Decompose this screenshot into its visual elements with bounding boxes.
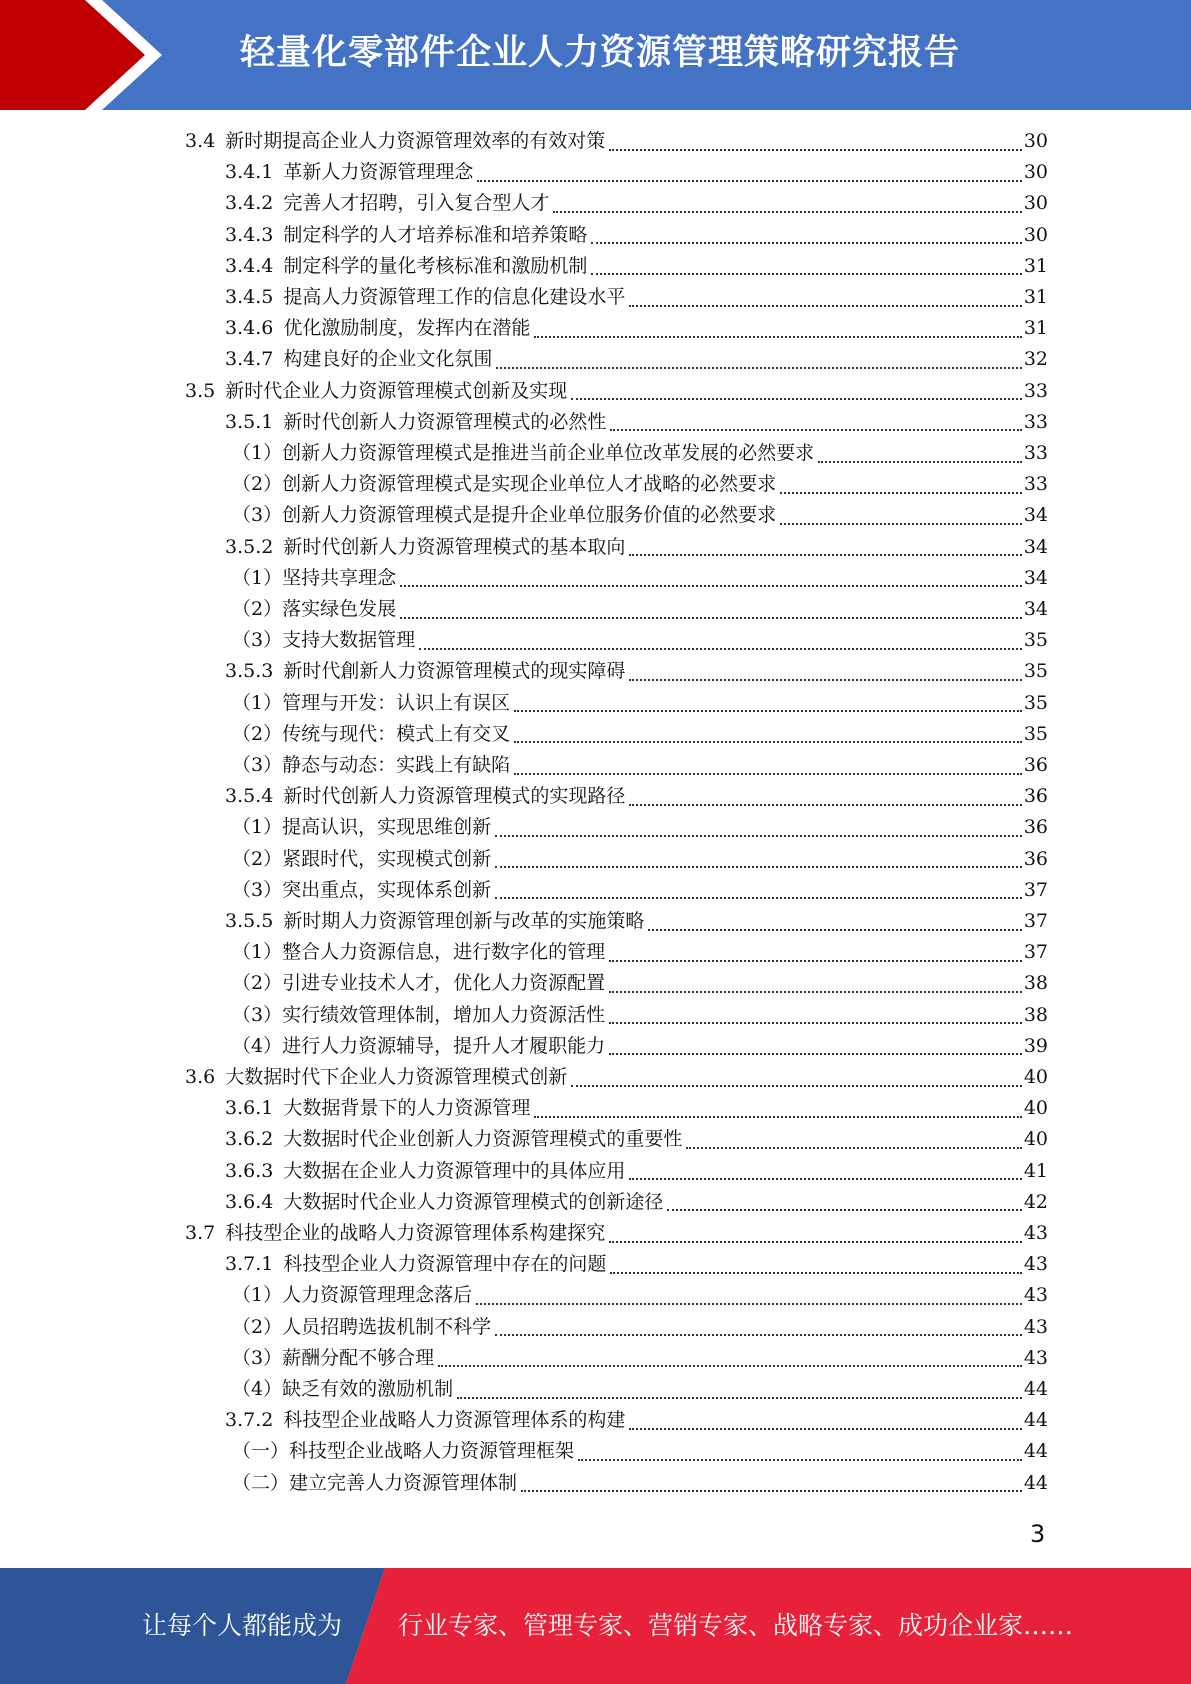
toc-entry-title: （1）提高认识，实现思维创新 bbox=[232, 816, 492, 839]
toc-entry[interactable] bbox=[225, 781, 1048, 812]
toc-entry-title: 大数据在企业人力资源管理中的具体应用 bbox=[283, 1159, 626, 1182]
toc-entry-page: 33 bbox=[1023, 473, 1048, 496]
toc-entry-title: （3）创新人力资源管理模式是提升企业单位服务价值的必然要求 bbox=[232, 504, 777, 527]
toc-entry-page: 44 bbox=[1023, 1378, 1048, 1400]
toc-entry[interactable] bbox=[232, 1468, 1048, 1499]
toc-entry-page: 40 bbox=[1023, 1128, 1048, 1151]
toc-entry-page: 37 bbox=[1023, 910, 1048, 932]
toc-entry-page: 43 bbox=[1023, 1346, 1048, 1369]
toc-entry-page: 35 bbox=[1023, 691, 1048, 714]
toc-entry[interactable] bbox=[225, 220, 1048, 251]
toc-entry-title: 新时代企业人力资源管理模式创新及实现 bbox=[225, 379, 568, 402]
toc-entry[interactable] bbox=[232, 875, 1048, 906]
toc-dot-leader bbox=[629, 804, 1021, 806]
toc-entry-number: 3.4.6 bbox=[225, 317, 274, 340]
toc-entry[interactable] bbox=[225, 313, 1048, 344]
toc-entry-page: 33 bbox=[1023, 410, 1048, 433]
toc-entry-page: 44 bbox=[1023, 1440, 1048, 1463]
toc-entry-number: 3.6.2 bbox=[225, 1128, 274, 1151]
toc-entry[interactable] bbox=[232, 968, 1048, 999]
toc-dot-leader bbox=[667, 1209, 1021, 1211]
toc-dot-leader bbox=[514, 773, 1022, 775]
toc-entry-page: 30 bbox=[1023, 130, 1048, 152]
toc-entry-title: 提高人力资源管理工作的信息化建设水平 bbox=[283, 286, 626, 308]
toc-entry[interactable] bbox=[225, 282, 1048, 313]
toc-dot-leader bbox=[578, 1459, 1022, 1461]
toc-entry-title: 完善人才招聘，引入复合型人才 bbox=[283, 192, 550, 215]
toc-dot-leader bbox=[609, 1022, 1022, 1024]
toc-dot-leader bbox=[609, 960, 1022, 962]
toc-entry-page: 43 bbox=[1023, 1253, 1048, 1276]
toc-dot-leader bbox=[609, 1241, 1022, 1243]
toc-entry-number: 3.5.1 bbox=[225, 410, 274, 433]
toc-entry-page: 43 bbox=[1023, 1315, 1048, 1338]
toc-entry-number: 3.5.3 bbox=[225, 660, 274, 683]
toc-entry-title: 新时代創新人力资源管理模式的现实障碍 bbox=[283, 660, 626, 683]
toc-dot-leader bbox=[571, 1085, 1022, 1087]
toc-entry-page: 30 bbox=[1023, 161, 1048, 184]
toc-entry-page: 36 bbox=[1023, 754, 1048, 776]
toc-entry[interactable] bbox=[225, 1093, 1048, 1124]
toc-entry-title: 大数据时代企业创新人力资源管理模式的重要性 bbox=[283, 1128, 683, 1151]
toc-entry-page: 38 bbox=[1023, 972, 1048, 995]
toc-entry-page: 38 bbox=[1023, 1003, 1048, 1026]
toc-dot-leader bbox=[495, 835, 1022, 837]
toc-entry-title: （1）整合人力资源信息，进行数字化的管理 bbox=[232, 941, 606, 964]
toc-entry[interactable] bbox=[225, 157, 1048, 188]
toc-entry[interactable] bbox=[232, 1343, 1048, 1374]
toc-entry-title: （一）科技型企业战略人力资源管理框架 bbox=[232, 1440, 575, 1463]
toc-entry[interactable] bbox=[225, 407, 1048, 438]
toc-dot-leader bbox=[514, 710, 1022, 712]
toc-dot-leader bbox=[553, 211, 1021, 213]
toc-dot-leader bbox=[495, 1334, 1022, 1336]
toc-entry[interactable] bbox=[232, 594, 1048, 625]
page-footer bbox=[0, 1568, 1191, 1684]
toc-entry-page: 36 bbox=[1023, 785, 1048, 808]
toc-entry-title: 新时代创新人力资源管理模式的必然性 bbox=[283, 410, 607, 433]
toc-entry-title: （2）紧跟时代，实现模式创新 bbox=[232, 847, 492, 870]
toc-entry-page: 36 bbox=[1023, 847, 1048, 870]
toc-entry-page: 35 bbox=[1023, 660, 1048, 683]
toc-entry-title: 新时期提高企业人力资源管理效率的有效对策 bbox=[225, 130, 606, 152]
toc-entry[interactable] bbox=[225, 251, 1048, 282]
toc-entry-title: （2）引进专业技术人才，优化人力资源配置 bbox=[232, 972, 606, 995]
toc-entry-title: 大数据时代企业人力资源管理模式的创新途径 bbox=[283, 1190, 664, 1213]
toc-entry-number: 3.4.2 bbox=[225, 192, 274, 215]
toc-entry-number: 3.4.4 bbox=[225, 254, 274, 277]
toc-entry-page: 33 bbox=[1023, 379, 1048, 402]
toc-entry-page: 34 bbox=[1023, 535, 1048, 558]
toc-entry-title: 新时期人力资源管理创新与改革的实施策略 bbox=[283, 910, 645, 932]
toc-entry[interactable] bbox=[225, 1405, 1048, 1436]
toc-entry-title: 新时代创新人力资源管理模式的基本取向 bbox=[283, 535, 626, 558]
toc-entry[interactable] bbox=[185, 1218, 1048, 1249]
toc-entry-page: 32 bbox=[1023, 348, 1048, 371]
toc-entry[interactable] bbox=[232, 1312, 1048, 1343]
toc-dot-leader bbox=[609, 1053, 1022, 1055]
toc-entry-page: 34 bbox=[1023, 566, 1048, 589]
toc-entry-page: 43 bbox=[1023, 1222, 1048, 1244]
toc-entry-title: （2）传统与现代：模式上有交叉 bbox=[232, 722, 511, 745]
toc-entry-number: 3.4.5 bbox=[225, 286, 274, 308]
toc-entry-title: （3）突出重点，实现体系创新 bbox=[232, 878, 492, 901]
toc-dot-leader bbox=[476, 1303, 1022, 1305]
toc-entry[interactable] bbox=[232, 1031, 1048, 1062]
toc-dot-leader bbox=[610, 429, 1021, 431]
toc-entry-title: （3）支持大数据管理 bbox=[232, 629, 416, 652]
toc-entry[interactable] bbox=[232, 625, 1048, 656]
toc-dot-leader bbox=[400, 617, 1022, 619]
toc-dot-leader bbox=[591, 273, 1021, 275]
toc-entry[interactable] bbox=[225, 532, 1048, 563]
toc-entry-title: （3）薪酬分配不够合理 bbox=[232, 1346, 435, 1369]
toc-entry[interactable] bbox=[232, 1280, 1048, 1311]
toc-entry-number: 3.5.5 bbox=[225, 910, 274, 932]
toc-entry-title: （3）实行绩效管理体制，增加人力资源活性 bbox=[232, 1003, 606, 1026]
toc-dot-leader bbox=[495, 897, 1022, 899]
toc-dot-leader bbox=[534, 1116, 1021, 1118]
toc-dot-leader bbox=[400, 585, 1022, 587]
toc-entry-title: 新时代创新人力资源管理模式的实现路径 bbox=[283, 785, 626, 808]
toc-entry-number: 3.4 bbox=[185, 130, 216, 152]
toc-entry[interactable] bbox=[225, 1249, 1048, 1280]
toc-entry-page: 34 bbox=[1023, 598, 1048, 620]
toc-entry-title: 大数据时代下企业人力资源管理模式创新 bbox=[225, 1066, 568, 1088]
toc-entry-number: 3.4.1 bbox=[225, 161, 274, 184]
page-number: 3 bbox=[1030, 1520, 1046, 1548]
toc-entry-page: 42 bbox=[1023, 1190, 1048, 1213]
toc-entry[interactable] bbox=[225, 1156, 1048, 1187]
toc-entry-title: （二）建立完善人力资源管理体制 bbox=[232, 1471, 518, 1494]
toc-entry-page: 30 bbox=[1023, 192, 1048, 215]
toc-dot-leader bbox=[629, 305, 1021, 307]
toc-entry-number: 3.6.3 bbox=[225, 1159, 274, 1182]
toc-entry-title: （2）创新人力资源管理模式是实现企业单位人才战略的必然要求 bbox=[232, 473, 777, 496]
toc-entry-page: 37 bbox=[1023, 878, 1048, 901]
toc-entry-number: 3.7.1 bbox=[225, 1253, 274, 1276]
toc-entry-page: 31 bbox=[1023, 254, 1048, 277]
toc-entry-page: 40 bbox=[1023, 1066, 1048, 1088]
toc-entry-title: （1）管理与开发：认识上有误区 bbox=[232, 691, 511, 714]
toc-entry[interactable] bbox=[232, 844, 1048, 875]
toc-entry[interactable] bbox=[232, 812, 1048, 843]
toc-dot-leader bbox=[495, 866, 1022, 868]
toc-entry-number: 3.5.2 bbox=[225, 535, 274, 558]
toc-entry-number: 3.6.1 bbox=[225, 1097, 274, 1120]
toc-dot-leader bbox=[629, 1428, 1021, 1430]
toc-entry[interactable] bbox=[232, 750, 1048, 781]
toc-dot-leader bbox=[457, 1397, 1022, 1399]
toc-entry-page: 36 bbox=[1023, 816, 1048, 839]
toc-entry[interactable] bbox=[225, 1124, 1048, 1155]
toc-dot-leader bbox=[419, 648, 1022, 650]
toc-dot-leader bbox=[514, 741, 1022, 743]
toc-entry-page: 41 bbox=[1023, 1159, 1048, 1182]
toc-entry-number: 3.4.3 bbox=[225, 223, 274, 246]
toc-dot-leader bbox=[609, 991, 1022, 993]
toc-entry-page: 44 bbox=[1023, 1409, 1048, 1432]
toc-entry-title: （2）人员招聘选拔机制不科学 bbox=[232, 1315, 492, 1338]
toc-entry-number: 3.6 bbox=[185, 1066, 216, 1088]
toc-dot-leader bbox=[571, 398, 1022, 400]
toc-entry[interactable] bbox=[232, 1374, 1048, 1405]
toc-dot-leader bbox=[591, 242, 1021, 244]
toc-entry[interactable] bbox=[232, 719, 1048, 750]
toc-entry-title: 科技型企业战略人力资源管理体系的构建 bbox=[283, 1409, 626, 1432]
toc-entry[interactable] bbox=[225, 188, 1048, 219]
toc-entry[interactable] bbox=[232, 1436, 1048, 1467]
toc-dot-leader bbox=[477, 180, 1021, 182]
toc-entry-number: 3.5.4 bbox=[225, 785, 274, 808]
toc-entry[interactable] bbox=[225, 656, 1048, 687]
toc-entry-page: 37 bbox=[1023, 941, 1048, 964]
toc-entry-page: 31 bbox=[1023, 286, 1048, 308]
toc-entry[interactable] bbox=[232, 500, 1048, 531]
toc-entry[interactable] bbox=[225, 1187, 1048, 1218]
toc-entry-title: 科技型企业人力资源管理中存在的问题 bbox=[283, 1253, 607, 1276]
toc-entry[interactable] bbox=[232, 563, 1048, 594]
toc-entry-page: 40 bbox=[1023, 1097, 1048, 1120]
toc-dot-leader bbox=[686, 1147, 1021, 1149]
toc-entry[interactable] bbox=[232, 469, 1048, 500]
toc-entry[interactable] bbox=[185, 1062, 1048, 1093]
toc-entry-page: 30 bbox=[1023, 223, 1048, 246]
toc-dot-leader bbox=[780, 523, 1022, 525]
toc-dot-leader bbox=[496, 367, 1021, 369]
toc-entry-title: （4）缺乏有效的激励机制 bbox=[232, 1378, 454, 1400]
toc-dot-leader bbox=[521, 1490, 1022, 1492]
toc-dot-leader bbox=[534, 336, 1021, 338]
toc-entry-title: （1）创新人力资源管理模式是推进当前企业单位改革发展的必然要求 bbox=[232, 442, 815, 464]
toc-entry[interactable] bbox=[232, 438, 1048, 469]
toc-entry-page: 39 bbox=[1023, 1034, 1048, 1057]
toc-entry-number: 3.6.4 bbox=[225, 1190, 274, 1213]
toc-entry-number: 3.4.7 bbox=[225, 348, 274, 371]
footer-slogan-right: 行业专家、管理专家、营销专家、战略专家、成功企业家…… bbox=[398, 1611, 1074, 1640]
toc-dot-leader bbox=[438, 1365, 1022, 1367]
toc-entry-title: 构建良好的企业文化氛围 bbox=[283, 348, 493, 371]
toc-entry-title: 革新人力资源管理理念 bbox=[283, 161, 474, 184]
toc-entry[interactable] bbox=[225, 906, 1048, 937]
footer-slogan-left: 让每个人都能成为 bbox=[142, 1611, 343, 1640]
toc-entry-page: 33 bbox=[1023, 442, 1048, 464]
document-title: 轻量化零部件企业人力资源管理策略研究报告 bbox=[240, 33, 961, 73]
toc-entry[interactable] bbox=[185, 126, 1048, 157]
toc-dot-leader bbox=[609, 149, 1022, 151]
toc-entry-page: 34 bbox=[1023, 504, 1048, 527]
toc-entry-title: （1）坚持共享理念 bbox=[232, 566, 397, 589]
toc-entry-number: 3.7 bbox=[185, 1222, 216, 1244]
toc-entry-page: 44 bbox=[1023, 1471, 1048, 1494]
toc-dot-leader bbox=[629, 554, 1021, 556]
toc-dot-leader bbox=[610, 1272, 1021, 1274]
toc-entry-number: 3.5 bbox=[185, 379, 216, 402]
toc-entry-number: 3.7.2 bbox=[225, 1409, 274, 1432]
toc-entry-title: 优化激励制度，发挥内在潜能 bbox=[283, 317, 531, 340]
toc-entry[interactable] bbox=[232, 1000, 1048, 1031]
toc-entry[interactable] bbox=[232, 688, 1048, 719]
toc-entry-title: （3）静态与动态：实践上有缺陷 bbox=[232, 754, 511, 776]
toc-entry-title: 大数据背景下的人力资源管理 bbox=[283, 1097, 531, 1120]
page-header bbox=[0, 0, 1191, 110]
toc-dot-leader bbox=[780, 492, 1022, 494]
toc-entry-page: 35 bbox=[1023, 629, 1048, 652]
toc-entry-title: （2）落实绿色发展 bbox=[232, 598, 397, 620]
toc-entry-title: （1）人力资源管理理念落后 bbox=[232, 1284, 473, 1307]
toc-entry-title: （4）进行人力资源辅导，提升人才履职能力 bbox=[232, 1034, 606, 1057]
toc-entry-page: 31 bbox=[1023, 317, 1048, 340]
toc-entry[interactable] bbox=[225, 344, 1048, 375]
toc-entry-page: 35 bbox=[1023, 722, 1048, 745]
toc-dot-leader bbox=[818, 461, 1022, 463]
toc-entry-page: 43 bbox=[1023, 1284, 1048, 1307]
toc-dot-leader bbox=[648, 929, 1021, 931]
toc-dot-leader bbox=[629, 1178, 1021, 1180]
toc-entry[interactable] bbox=[232, 937, 1048, 968]
toc-entry-title: 制定科学的量化考核标准和激励机制 bbox=[283, 254, 588, 277]
toc-entry[interactable] bbox=[185, 376, 1048, 407]
toc-entry-title: 科技型企业的战略人力资源管理体系构建探究 bbox=[225, 1222, 606, 1244]
toc-entry-title: 制定科学的人才培养标准和培养策略 bbox=[283, 223, 588, 246]
toc-dot-leader bbox=[629, 679, 1021, 681]
